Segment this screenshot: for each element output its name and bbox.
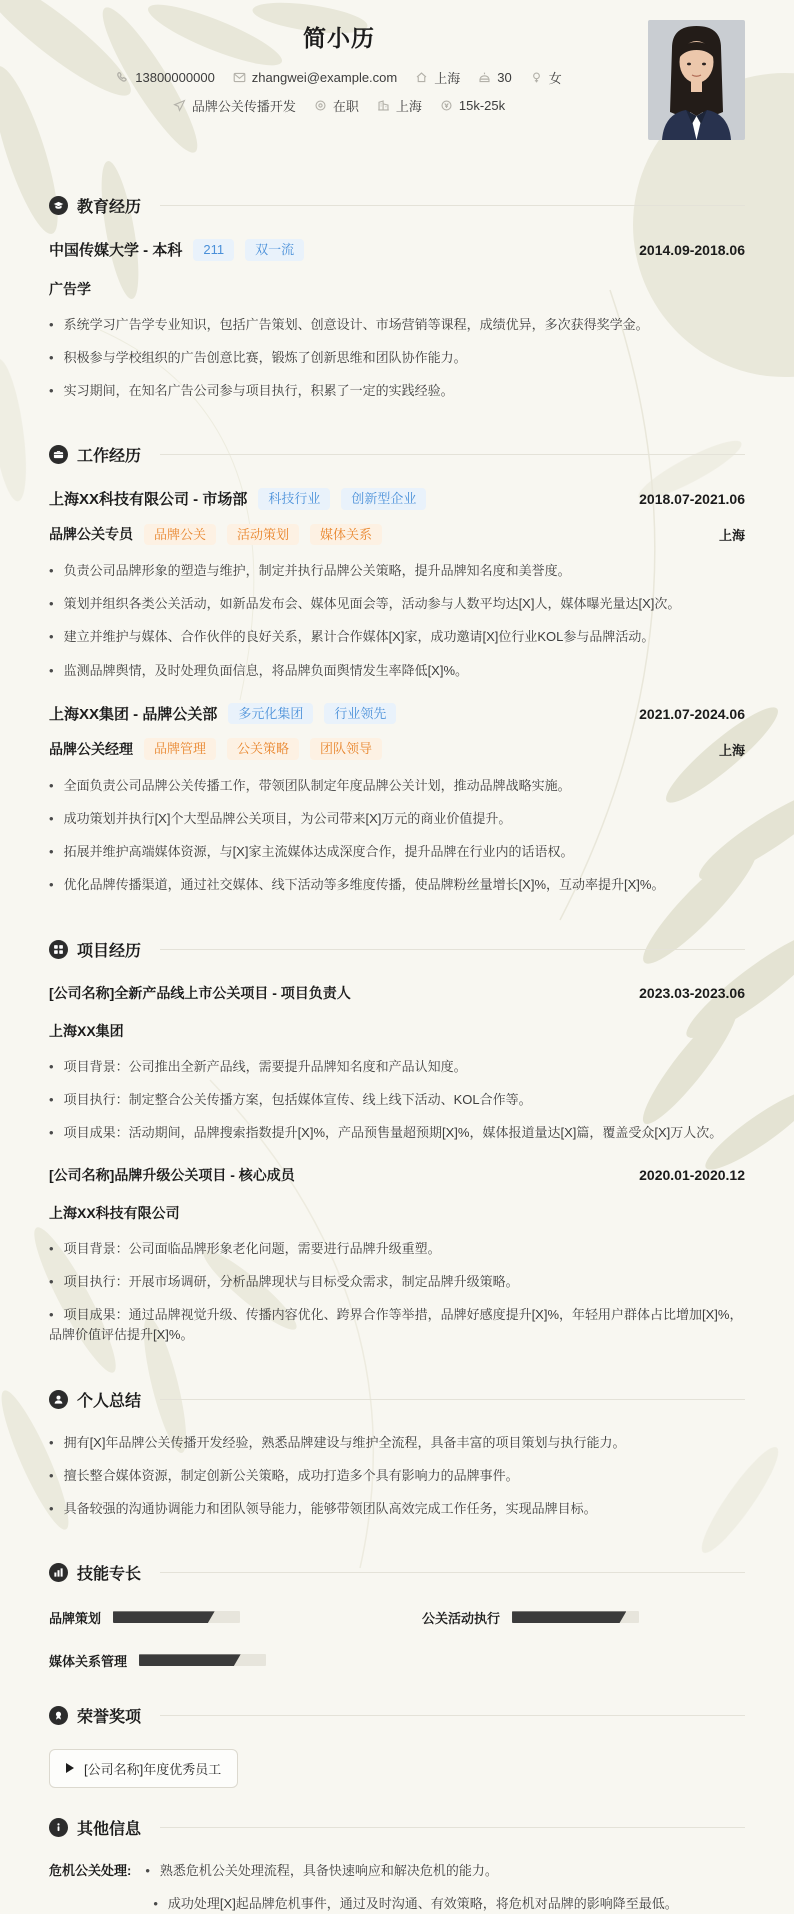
section-summary — [49, 1388, 745, 1519]
role-tag: 品牌公关 — [144, 524, 216, 546]
project-date: 2020.01-2020.12 — [639, 1166, 745, 1183]
project-entry — [49, 983, 745, 1143]
other-title: 其他信息 — [77, 1820, 142, 1838]
city-icon — [377, 99, 390, 112]
gender-value: 女 — [548, 71, 562, 86]
id-photo — [648, 20, 745, 140]
summary-title: 个人总结 — [77, 1392, 142, 1410]
bullet-item: • 具备较强的沟通协调能力和团队领导能力，能够带领团队高效完成工作任务，实现品牌目标。 — [49, 1499, 745, 1519]
work-title: 工作经历 — [77, 448, 142, 466]
skills-grid — [49, 1608, 745, 1670]
bullet-item: • 系统学习广告学专业知识，包括广告策划、创意设计、市场营销等课程，成绩优异，多次获得奖学金。 — [49, 315, 745, 335]
honors-title: 荣誉奖项 — [77, 1708, 142, 1726]
skill-item — [49, 1608, 372, 1627]
divider — [160, 205, 745, 206]
education-entry — [49, 239, 745, 261]
bullet-item: • 拥有[X]年品牌公关传播开发经验，熟悉品牌建设与维护全流程，具备丰富的项目策划与执行能力。 — [49, 1433, 745, 1453]
work-entry — [49, 703, 745, 896]
briefcase-icon — [49, 445, 68, 464]
bullet-item: • 项目成果：通过品牌视觉升级、传播内容优化、跨界合作等举措，品牌好感度提升[X]%，年轻用户群体占比增加[X]%，品牌价值评估提升[X]%。 — [49, 1305, 745, 1345]
company-name: 上海XX科技有限公司 - 市场部 — [49, 491, 248, 509]
project-company: 上海XX集团 — [49, 1022, 124, 1039]
divider — [160, 949, 745, 950]
bullet-item: • 负责公司品牌形象的塑造与维护，制定并执行品牌公关策略，提升品牌知名度和美誉度。 — [49, 561, 745, 581]
play-icon — [66, 1763, 74, 1773]
bullet-item: • 建立并维护与媒体、合作伙伴的良好关系，累计合作媒体[X]家，成功邀请[X]位行业KOL参与品牌活动。 — [49, 627, 745, 647]
skills-header — [49, 1561, 745, 1584]
project-title-row — [49, 1165, 745, 1185]
job-intent-icon — [173, 99, 186, 112]
company-tag: 创新型企业 — [341, 488, 426, 510]
bullet-item: • 项目背景：公司推出全新产品线，需要提升品牌知名度和产品认知度。 — [49, 1057, 745, 1077]
phone-icon — [116, 71, 129, 84]
project-bullets — [49, 1057, 745, 1143]
divider — [160, 454, 745, 455]
other-label: 危机公关处理: — [49, 1862, 132, 1878]
honor-label: [公司名称]年度优秀员工 — [84, 1761, 222, 1777]
work-location: 上海 — [718, 527, 745, 543]
work-date: 2018.07-2021.06 — [639, 490, 745, 507]
education-bullets — [49, 315, 745, 401]
skill-name: 媒体关系管理 — [49, 1653, 128, 1669]
work-company-row — [49, 488, 745, 510]
salary-value: 15k-25k — [458, 98, 506, 113]
skill-bar — [512, 1611, 639, 1623]
project-entry — [49, 1165, 745, 1346]
bullet-item: • 优化品牌传播渠道，通过社交媒体、线下活动等多维度传播，使品牌粉丝量增长[X]%，互动率提升[X]%。 — [49, 875, 745, 895]
company-tag: 多元化集团 — [228, 703, 313, 725]
bullet-item: • 成功处理[X]起品牌危机事件，通过及时沟通、有效策略，将危机对品牌的影响降至最低。 — [145, 1894, 677, 1914]
city-value: 上海 — [395, 99, 422, 114]
skill-item — [49, 1651, 372, 1670]
project-title-row — [49, 983, 745, 1003]
honor-item-button[interactable] — [49, 1749, 238, 1788]
projects-title: 项目经历 — [77, 942, 142, 960]
info-icon — [49, 1818, 68, 1837]
age-icon — [478, 71, 491, 84]
major-name: 广告学 — [49, 280, 91, 297]
project-date: 2023.03-2023.06 — [639, 984, 745, 1001]
divider — [160, 1827, 745, 1828]
skill-bar-fill — [113, 1611, 215, 1623]
summary-bullets — [49, 1433, 745, 1519]
city-item — [377, 96, 422, 115]
bullet-item: • 策划并组织各类公关活动，如新品发布会、媒体见面会等，活动参与人数平均达[X]人，媒体曝光量达[X]次。 — [49, 594, 745, 614]
location-icon — [415, 71, 428, 84]
education-entry-left — [49, 239, 304, 261]
skills-title: 技能专长 — [77, 1565, 142, 1583]
divider — [160, 1715, 745, 1716]
graduation-cap-icon — [49, 196, 68, 215]
gender-icon — [530, 71, 543, 84]
salary-item — [440, 98, 505, 113]
phone-item — [116, 70, 215, 85]
section-work — [49, 443, 745, 896]
section-skills — [49, 1561, 745, 1670]
skill-bar — [113, 1611, 240, 1623]
work-role-row — [49, 524, 745, 546]
bullet-item: • 项目执行：制定整合公关传播方案，包括媒体宣传、线上线下活动、KOL合作等。 — [49, 1090, 745, 1110]
bullet-item: • 项目背景：公司面临品牌形象老化问题，需要进行品牌升级重塑。 — [49, 1239, 745, 1259]
work-bullets — [49, 776, 745, 896]
medal-icon — [49, 1706, 68, 1725]
company-tag: 行业领先 — [324, 703, 396, 725]
job-intent-value: 品牌公关传播开发 — [191, 99, 296, 114]
school-name: 中国传媒大学 - 本科 — [49, 242, 183, 260]
work-entry — [49, 488, 745, 681]
person-icon — [49, 1390, 68, 1409]
project-name: [公司名称]全新产品线上市公关项目 - 项目负责人 — [49, 984, 351, 1001]
honors-header — [49, 1704, 745, 1727]
role-name: 品牌公关专员 — [49, 526, 133, 543]
work-header — [49, 443, 745, 466]
role-tag: 团队领导 — [310, 738, 382, 760]
project-bullets — [49, 1239, 745, 1346]
summary-header — [49, 1388, 745, 1411]
work-bullets — [49, 561, 745, 681]
role-tag: 品牌管理 — [144, 738, 216, 760]
grid-icon — [49, 940, 68, 959]
role-tag: 公关策略 — [227, 738, 299, 760]
education-tag: 211 — [193, 239, 234, 261]
divider — [160, 1399, 745, 1400]
education-title: 教育经历 — [77, 199, 142, 216]
projects-header — [49, 938, 745, 961]
bullet-item: • 实习期间，在知名广告公司参与项目执行，积累了一定的实践经验。 — [49, 381, 745, 401]
company-tag: 科技行业 — [258, 488, 330, 510]
bar-chart-icon — [49, 1563, 68, 1582]
bullet-item: • 项目执行：开展市场调研，分析品牌现状与目标受众需求，制定品牌升级策略。 — [49, 1272, 745, 1292]
project-company: 上海XX科技有限公司 — [49, 1204, 180, 1221]
section-honors — [49, 1704, 745, 1788]
contact-row-2 — [49, 96, 629, 115]
bullet-item: • 积极参与学校组织的广告创意比赛，锻炼了创新思维和团队协作能力。 — [49, 348, 745, 368]
other-header — [49, 1816, 745, 1839]
work-date: 2021.07-2024.06 — [639, 705, 745, 722]
role-tag: 媒体关系 — [310, 524, 382, 546]
section-education — [49, 194, 745, 401]
bullet-item: • 监测品牌舆情，及时处理负面信息，将品牌负面舆情发生率降低[X]%。 — [49, 661, 745, 681]
status-value: 在职 — [332, 99, 359, 114]
section-projects — [49, 938, 745, 1346]
phone-value: 13800000000 — [135, 70, 215, 85]
bullet-item: • 擅长整合媒体资源，制定创新公关策略，成功打造多个具有影响力的品牌事件。 — [49, 1466, 745, 1486]
work-role-row — [49, 738, 745, 760]
bullet-item: • 全面负责公司品牌公关传播工作，带领团队制定年度品牌公关计划，推动品牌战略实施。 — [49, 776, 745, 796]
bullet-item: • 成功策划并执行[X]个大型品牌公关项目，为公司带来[X]万元的商业价值提升。 — [49, 809, 745, 829]
job-intent-item — [173, 96, 296, 115]
company-name: 上海XX集团 - 品牌公关部 — [49, 706, 218, 724]
resume-title: 简小历 — [303, 25, 375, 51]
skill-name: 品牌策划 — [49, 1610, 102, 1626]
contact-row-1 — [49, 68, 629, 87]
education-date: 2014.09-2018.06 — [639, 241, 745, 258]
status-icon — [314, 99, 327, 112]
bullet-item: • 拓展并维护高端媒体资源，与[X]家主流媒体达成深度合作，提升品牌在行业内的话语权。 — [49, 842, 745, 862]
skill-item — [422, 1608, 745, 1627]
education-tag: 双一流 — [245, 239, 304, 261]
email-icon — [233, 71, 246, 84]
email-value: zhangwei@example.com — [251, 70, 398, 85]
location-value: 上海 — [434, 71, 461, 86]
header-text — [49, 16, 629, 115]
skill-bar — [139, 1654, 266, 1666]
role-tag: 活动策划 — [227, 524, 299, 546]
location-item — [415, 68, 460, 87]
work-location: 上海 — [718, 742, 745, 758]
resume-header — [49, 16, 745, 144]
education-header — [49, 194, 745, 217]
role-name: 品牌公关经理 — [49, 741, 133, 758]
other-info-row — [49, 1861, 745, 1914]
bullet-item: • 熟悉危机公关处理流程，具备快速响应和解决危机的能力。 — [145, 1861, 677, 1881]
salary-icon — [440, 99, 453, 112]
bullet-item: • 项目成果：活动期间，品牌搜索指数提升[X]%，产品预售量超预期[X]%，媒体报道量达[X]篇，覆盖受众[X]万人次。 — [49, 1123, 745, 1143]
divider — [160, 1572, 745, 1573]
skill-name: 公关活动执行 — [422, 1610, 501, 1626]
other-bullets — [145, 1861, 677, 1914]
status-item — [314, 96, 359, 115]
gender-item — [530, 68, 562, 87]
work-company-row — [49, 703, 745, 725]
age-value: 30 — [497, 70, 512, 85]
age-item — [478, 70, 511, 85]
skill-bar-fill — [512, 1611, 626, 1623]
section-other — [49, 1816, 745, 1914]
project-name: [公司名称]品牌升级公关项目 - 核心成员 — [49, 1166, 295, 1183]
email-item — [233, 70, 397, 85]
skill-bar-fill — [139, 1654, 241, 1666]
